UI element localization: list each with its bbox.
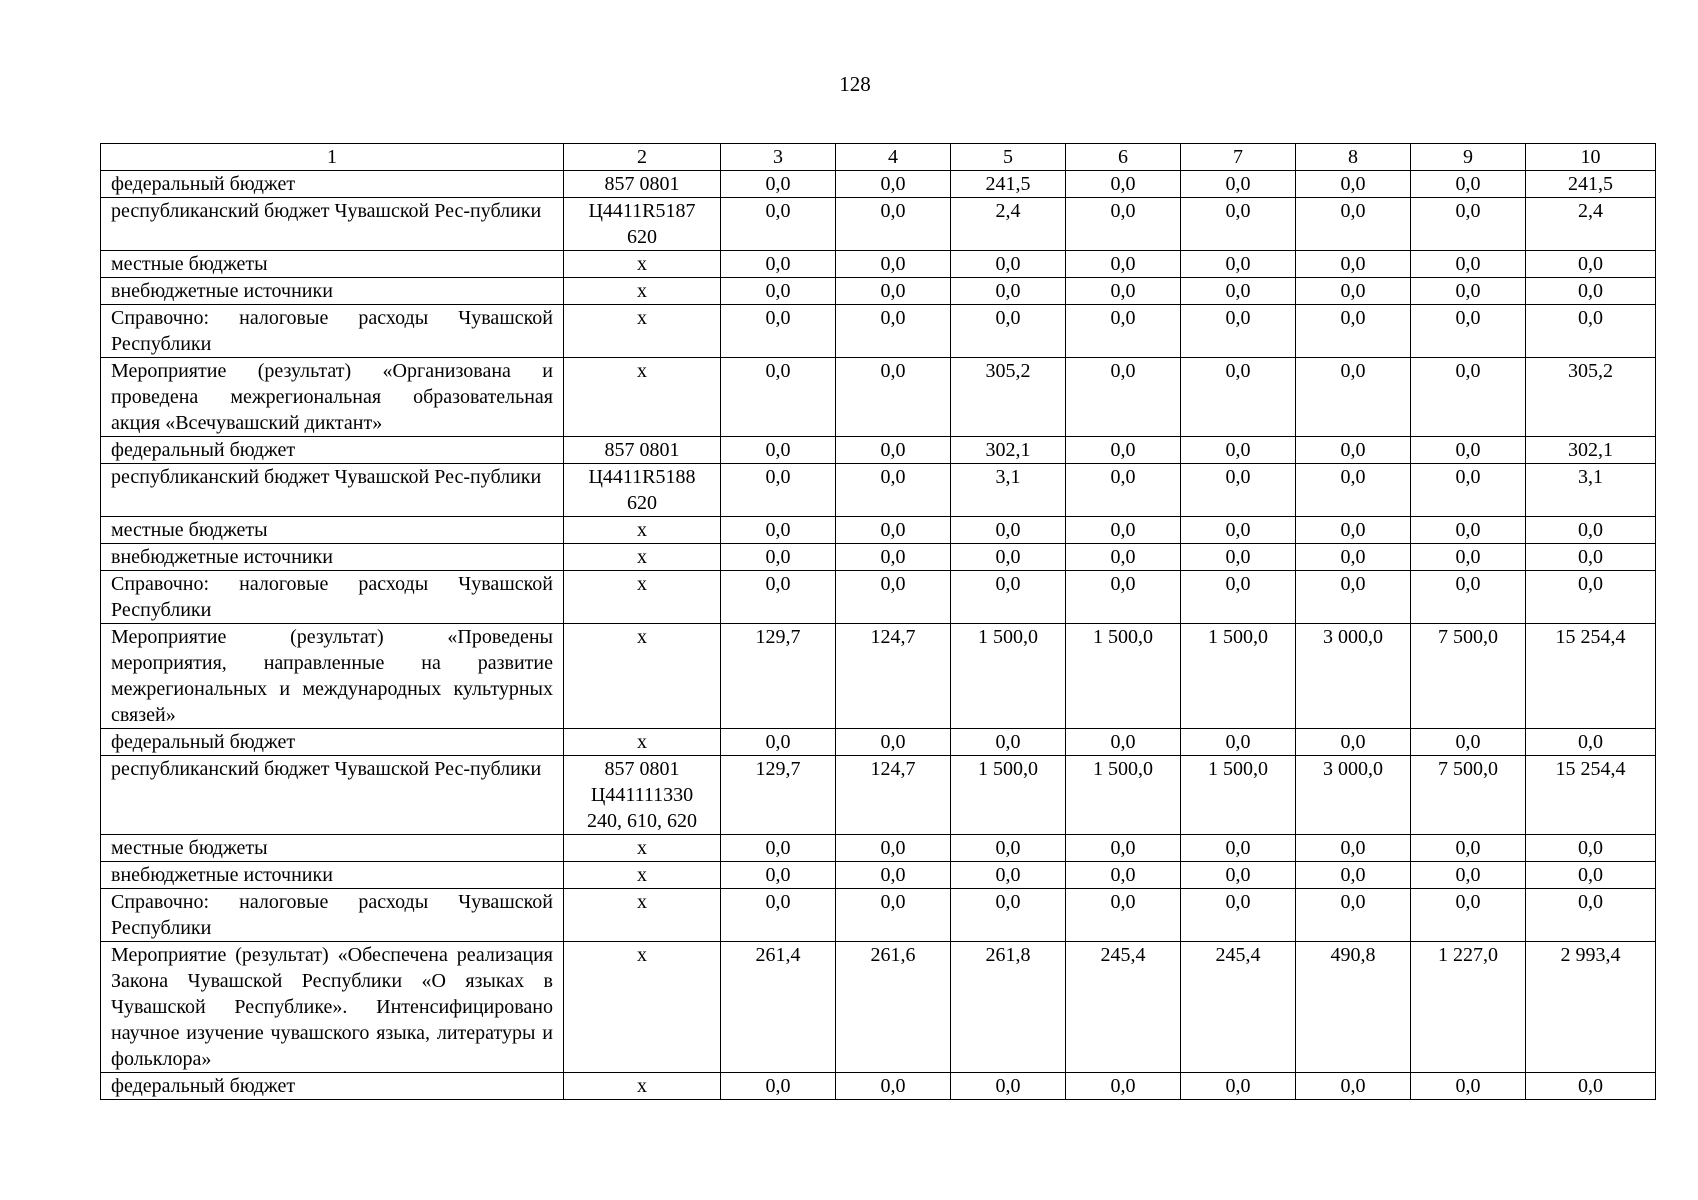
value-cell: 0,0 — [721, 171, 836, 198]
value-cell: 0,0 — [1411, 517, 1526, 544]
row-description: Справочно: налоговые расходы Чувашской Республики — [101, 571, 564, 624]
row-description: местные бюджеты — [101, 251, 564, 278]
value-cell: 0,0 — [1066, 171, 1181, 198]
value-cell: 0,0 — [1526, 729, 1656, 756]
value-cell: 0,0 — [836, 437, 951, 464]
budget-code-line: Ц4411R5188 — [588, 466, 696, 488]
value-cell: 0,0 — [1526, 251, 1656, 278]
value-cell: 0,0 — [1296, 251, 1411, 278]
value-cell: 0,0 — [1526, 544, 1656, 571]
value-cell: 124,7 — [836, 756, 951, 835]
value-cell: 0,0 — [836, 571, 951, 624]
value-cell: 0,0 — [1066, 278, 1181, 305]
page-number: 128 — [839, 72, 871, 96]
budget-code-cell — [564, 305, 721, 358]
row-description: местные бюджеты — [101, 835, 564, 862]
row-description: Справочно: налоговые расходы Чувашской Республики — [101, 889, 564, 942]
value-cell: 0,0 — [1296, 544, 1411, 571]
budget-code-line: х — [637, 253, 647, 275]
value-cell: 0,0 — [1181, 251, 1296, 278]
value-cell: 0,0 — [1066, 251, 1181, 278]
value-cell: 0,0 — [721, 251, 836, 278]
value-cell: 0,0 — [1411, 358, 1526, 437]
row-description: Мероприятие (результат) «Проведены мероприятия, направленные на развитие межрегиональных и международных культурных связей» — [101, 624, 564, 729]
value-cell: 0,0 — [836, 464, 951, 517]
value-cell: 0,0 — [1066, 305, 1181, 358]
value-cell: 0,0 — [1066, 1073, 1181, 1100]
value-cell: 261,6 — [836, 942, 951, 1073]
budget-code-cell — [564, 171, 721, 198]
value-cell: 124,7 — [836, 624, 951, 729]
value-cell: 0,0 — [1181, 517, 1296, 544]
value-cell: 0,0 — [1411, 251, 1526, 278]
value-cell: 0,0 — [1181, 437, 1296, 464]
value-cell: 0,0 — [836, 1073, 951, 1100]
value-cell: 241,5 — [951, 171, 1066, 198]
budget-code-cell — [564, 251, 721, 278]
value-cell: 0,0 — [1296, 1073, 1411, 1100]
value-cell: 0,0 — [721, 437, 836, 464]
budget-code-cell — [564, 517, 721, 544]
budget-code-cell — [564, 571, 721, 624]
value-cell: 3 000,0 — [1296, 624, 1411, 729]
budget-code-line: х — [637, 573, 647, 595]
value-cell: 3 000,0 — [1296, 756, 1411, 835]
table-row — [101, 729, 1656, 756]
value-cell: 0,0 — [836, 517, 951, 544]
value-cell: 1 500,0 — [1066, 756, 1181, 835]
value-cell: 302,1 — [951, 437, 1066, 464]
table-row — [101, 278, 1656, 305]
budget-code-line: х — [637, 864, 647, 886]
budget-table — [100, 143, 1656, 1100]
value-cell: 0,0 — [1411, 571, 1526, 624]
header-cell: 3 — [721, 144, 836, 171]
value-cell: 0,0 — [836, 278, 951, 305]
budget-code-cell — [564, 1073, 721, 1100]
value-cell: 0,0 — [1296, 305, 1411, 358]
budget-code-line: х — [637, 1075, 647, 1097]
value-cell: 0,0 — [951, 517, 1066, 544]
value-cell: 0,0 — [1066, 835, 1181, 862]
value-cell: 0,0 — [1296, 889, 1411, 942]
value-cell: 0,0 — [1411, 835, 1526, 862]
value-cell: 0,0 — [1526, 305, 1656, 358]
table-header-row — [101, 144, 1656, 171]
value-cell: 241,5 — [1526, 171, 1656, 198]
value-cell: 0,0 — [721, 889, 836, 942]
value-cell: 0,0 — [1526, 889, 1656, 942]
row-description: Справочно: налоговые расходы Чувашской Республики — [101, 305, 564, 358]
header-cell: 2 — [564, 144, 721, 171]
value-cell: 0,0 — [1066, 517, 1181, 544]
value-cell: 305,2 — [1526, 358, 1656, 437]
value-cell: 0,0 — [951, 729, 1066, 756]
value-cell: 0,0 — [1526, 835, 1656, 862]
budget-code-cell — [564, 889, 721, 942]
value-cell: 0,0 — [1296, 835, 1411, 862]
value-cell: 0,0 — [1411, 1073, 1526, 1100]
value-cell: 0,0 — [1181, 571, 1296, 624]
value-cell: 0,0 — [721, 544, 836, 571]
value-cell: 0,0 — [721, 305, 836, 358]
value-cell: 0,0 — [1296, 571, 1411, 624]
table-row — [101, 756, 1656, 835]
value-cell: 0,0 — [1296, 517, 1411, 544]
value-cell: 0,0 — [951, 278, 1066, 305]
row-description: Мероприятие (результат) «Обеспечена реализация Закона Чувашской Республики «О языках в Чувашской Республике». Интенсифицировано научное изучение чувашского языка, литературы и фольклора» — [101, 942, 564, 1073]
value-cell: 0,0 — [1181, 1073, 1296, 1100]
value-cell: 0,0 — [721, 571, 836, 624]
value-cell: 0,0 — [1066, 358, 1181, 437]
header-cell: 8 — [1296, 144, 1411, 171]
value-cell: 1 500,0 — [1181, 624, 1296, 729]
value-cell: 245,4 — [1066, 942, 1181, 1073]
value-cell: 1 500,0 — [1181, 756, 1296, 835]
value-cell: 261,4 — [721, 942, 836, 1073]
row-description: республиканский бюджет Чувашской Рес-публики — [101, 198, 564, 251]
value-cell: 0,0 — [1296, 464, 1411, 517]
row-description: местные бюджеты — [101, 517, 564, 544]
value-cell: 0,0 — [1411, 544, 1526, 571]
row-description: внебюджетные источники — [101, 544, 564, 571]
budget-code-line: Ц441111330 — [590, 784, 694, 806]
value-cell: 0,0 — [1181, 464, 1296, 517]
value-cell: 0,0 — [1411, 437, 1526, 464]
table-row — [101, 862, 1656, 889]
value-cell: 0,0 — [836, 198, 951, 251]
budget-code-cell — [564, 862, 721, 889]
value-cell: 0,0 — [951, 862, 1066, 889]
value-cell: 0,0 — [1181, 544, 1296, 571]
row-description: республиканский бюджет Чувашской Рес-публики — [101, 464, 564, 517]
row-description: республиканский бюджет Чувашской Рес-публики — [101, 756, 564, 835]
value-cell: 0,0 — [836, 862, 951, 889]
table-row — [101, 889, 1656, 942]
header-cell: 9 — [1411, 144, 1526, 171]
budget-code-line: х — [637, 891, 647, 913]
row-description: федеральный бюджет — [101, 437, 564, 464]
value-cell: 0,0 — [1066, 862, 1181, 889]
value-cell: 0,0 — [1181, 198, 1296, 251]
value-cell: 7 500,0 — [1411, 756, 1526, 835]
budget-code-cell — [564, 278, 721, 305]
value-cell: 0,0 — [1181, 729, 1296, 756]
value-cell: 1 227,0 — [1411, 942, 1526, 1073]
value-cell: 0,0 — [1181, 171, 1296, 198]
value-cell: 1 500,0 — [951, 624, 1066, 729]
value-cell: 0,0 — [1526, 862, 1656, 889]
value-cell: 0,0 — [1066, 544, 1181, 571]
value-cell: 0,0 — [721, 198, 836, 251]
value-cell: 0,0 — [721, 862, 836, 889]
value-cell: 0,0 — [951, 305, 1066, 358]
budget-code-line: х — [637, 944, 647, 966]
value-cell: 0,0 — [951, 571, 1066, 624]
budget-code-line: х — [637, 626, 647, 648]
value-cell: 0,0 — [1066, 729, 1181, 756]
value-cell: 0,0 — [1296, 278, 1411, 305]
budget-code-cell — [564, 358, 721, 437]
value-cell: 302,1 — [1526, 437, 1656, 464]
value-cell: 0,0 — [721, 358, 836, 437]
value-cell: 0,0 — [1296, 862, 1411, 889]
table-row — [101, 835, 1656, 862]
table-row — [101, 544, 1656, 571]
value-cell: 0,0 — [721, 1073, 836, 1100]
value-cell: 15 254,4 — [1526, 624, 1656, 729]
budget-code-cell — [564, 544, 721, 571]
budget-code-line: х — [637, 837, 647, 859]
value-cell: 0,0 — [1181, 278, 1296, 305]
value-cell: 0,0 — [1066, 464, 1181, 517]
header-cell: 5 — [951, 144, 1066, 171]
value-cell: 0,0 — [951, 544, 1066, 571]
value-cell: 0,0 — [1181, 358, 1296, 437]
value-cell: 0,0 — [1411, 278, 1526, 305]
value-cell: 0,0 — [1296, 729, 1411, 756]
value-cell: 0,0 — [1526, 278, 1656, 305]
table-row — [101, 198, 1656, 251]
row-description: Мероприятие (результат) «Организована и проведена межрегиональная образовательная акция «Всечувашский диктант» — [101, 358, 564, 437]
value-cell: 0,0 — [1411, 729, 1526, 756]
value-cell: 0,0 — [951, 835, 1066, 862]
value-cell: 0,0 — [1066, 571, 1181, 624]
value-cell: 0,0 — [836, 544, 951, 571]
value-cell: 261,8 — [951, 942, 1066, 1073]
value-cell: 0,0 — [1181, 862, 1296, 889]
value-cell: 2,4 — [951, 198, 1066, 251]
value-cell: 0,0 — [1411, 464, 1526, 517]
value-cell: 0,0 — [1411, 198, 1526, 251]
value-cell: 0,0 — [1296, 198, 1411, 251]
budget-code-cell — [564, 198, 721, 251]
table-row — [101, 305, 1656, 358]
value-cell: 0,0 — [836, 251, 951, 278]
value-cell: 129,7 — [721, 624, 836, 729]
value-cell: 129,7 — [721, 756, 836, 835]
value-cell: 3,1 — [1526, 464, 1656, 517]
value-cell: 0,0 — [1296, 437, 1411, 464]
budget-code-line: 857 0801 — [604, 173, 680, 195]
value-cell: 490,8 — [1296, 942, 1411, 1073]
row-description: федеральный бюджет — [101, 729, 564, 756]
budget-code-line: 620 — [627, 492, 657, 514]
value-cell: 0,0 — [836, 171, 951, 198]
header-cell: 10 — [1526, 144, 1656, 171]
value-cell: 0,0 — [721, 835, 836, 862]
value-cell: 0,0 — [951, 1073, 1066, 1100]
budget-code-line: 240, 610, 620 — [587, 810, 697, 832]
value-cell: 0,0 — [836, 305, 951, 358]
header-cell: 7 — [1181, 144, 1296, 171]
value-cell: 245,4 — [1181, 942, 1296, 1073]
value-cell: 0,0 — [1181, 305, 1296, 358]
value-cell: 0,0 — [836, 835, 951, 862]
value-cell: 0,0 — [1526, 1073, 1656, 1100]
header-cell: 6 — [1066, 144, 1181, 171]
budget-code-line: х — [637, 307, 647, 329]
row-description: внебюджетные источники — [101, 862, 564, 889]
budget-code-line: 620 — [627, 226, 657, 248]
value-cell: 0,0 — [1526, 517, 1656, 544]
budget-code-line: х — [637, 546, 647, 568]
table-row — [101, 251, 1656, 278]
value-cell: 305,2 — [951, 358, 1066, 437]
value-cell: 0,0 — [1526, 571, 1656, 624]
value-cell: 0,0 — [836, 358, 951, 437]
table-row — [101, 1073, 1656, 1100]
table-row — [101, 171, 1656, 198]
budget-code-cell — [564, 835, 721, 862]
header-cell: 4 — [836, 144, 951, 171]
budget-code-line: 857 0801 — [604, 758, 680, 780]
value-cell: 0,0 — [721, 464, 836, 517]
value-cell: 2 993,4 — [1526, 942, 1656, 1073]
value-cell: 0,0 — [721, 278, 836, 305]
value-cell: 0,0 — [721, 517, 836, 544]
value-cell: 0,0 — [836, 889, 951, 942]
value-cell: 15 254,4 — [1526, 756, 1656, 835]
value-cell: 0,0 — [1411, 862, 1526, 889]
value-cell: 0,0 — [1411, 171, 1526, 198]
budget-code-cell — [564, 756, 721, 835]
table-row — [101, 624, 1656, 729]
row-description: федеральный бюджет — [101, 1073, 564, 1100]
value-cell: 0,0 — [836, 729, 951, 756]
value-cell: 2,4 — [1526, 198, 1656, 251]
budget-code-cell — [564, 624, 721, 729]
budget-code-line: 857 0801 — [604, 439, 680, 461]
budget-code-cell — [564, 464, 721, 517]
table-row — [101, 517, 1656, 544]
table-row — [101, 571, 1656, 624]
budget-code-line: х — [637, 360, 647, 382]
value-cell: 1 500,0 — [951, 756, 1066, 835]
value-cell: 0,0 — [721, 729, 836, 756]
value-cell: 7 500,0 — [1411, 624, 1526, 729]
table-row — [101, 437, 1656, 464]
table-row — [101, 358, 1656, 437]
value-cell: 0,0 — [951, 889, 1066, 942]
value-cell: 0,0 — [1066, 437, 1181, 464]
budget-code-line: х — [637, 731, 647, 753]
value-cell: 0,0 — [1181, 835, 1296, 862]
value-cell: 3,1 — [951, 464, 1066, 517]
value-cell: 0,0 — [951, 251, 1066, 278]
value-cell: 0,0 — [1066, 889, 1181, 942]
budget-code-cell — [564, 729, 721, 756]
value-cell: 0,0 — [1181, 889, 1296, 942]
budget-code-line: х — [637, 280, 647, 302]
value-cell: 1 500,0 — [1066, 624, 1181, 729]
row-description: федеральный бюджет — [101, 171, 564, 198]
row-description: внебюджетные источники — [101, 278, 564, 305]
header-cell: 1 — [101, 144, 564, 171]
value-cell: 0,0 — [1411, 305, 1526, 358]
budget-code-cell — [564, 437, 721, 464]
table-row — [101, 942, 1656, 1073]
value-cell: 0,0 — [1411, 889, 1526, 942]
value-cell: 0,0 — [1066, 198, 1181, 251]
value-cell: 0,0 — [1296, 171, 1411, 198]
budget-code-cell — [564, 942, 721, 1073]
table-row — [101, 464, 1656, 517]
value-cell: 0,0 — [1296, 358, 1411, 437]
budget-code-line: х — [637, 519, 647, 541]
table-body — [101, 171, 1656, 1100]
budget-code-line: Ц4411R5187 — [588, 200, 696, 222]
